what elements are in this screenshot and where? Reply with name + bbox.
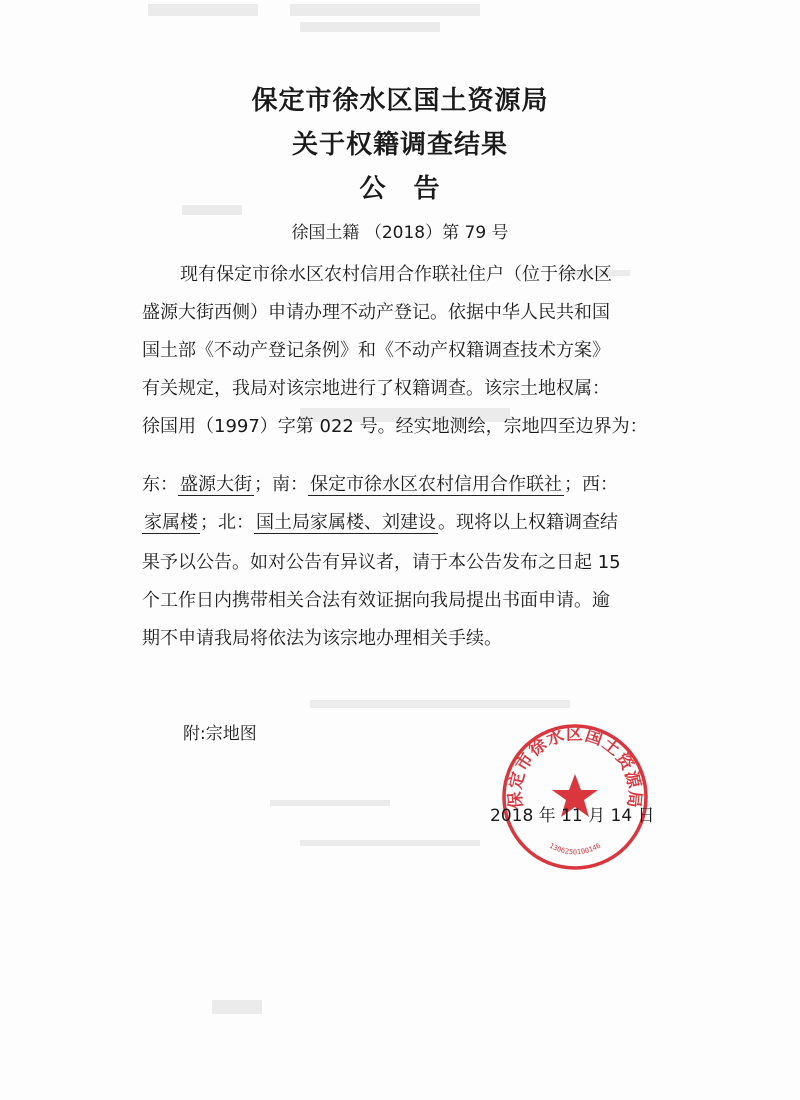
signing-date: 2018 年 11 月 14 日 xyxy=(490,806,655,826)
page-title-line3: 公 告 xyxy=(359,174,441,204)
body-line-2: 盛源大街西侧）申请办理不动产登记。依据中华人民共和国 xyxy=(142,302,610,323)
attachment-note: 附:宗地图 xyxy=(183,724,257,744)
body-line-4: 有关规定，我局对该宗地进行了权籍调查。该宗土地权属： xyxy=(142,378,610,399)
page-title-line1: 保定市徐水区国土资源局 xyxy=(251,86,549,116)
west-boundary-value: 家属楼 xyxy=(144,512,198,533)
north-label: ；北： xyxy=(200,512,254,533)
body-line-3: 国土部《不动产登记条例》和《不动产权籍调查技术方案》 xyxy=(142,340,610,361)
body-line-7-tail: 。现将以上权籍调查结 xyxy=(438,512,618,533)
page-title-line2: 关于权籍调查结果 xyxy=(291,130,508,160)
body-line-6 xyxy=(142,470,702,496)
body-line-1: 现有保定市徐水区农村信用合作联社住户（位于徐水区 xyxy=(180,264,612,285)
official-seal xyxy=(500,722,650,872)
document-number: 徐国土籍 （2018）第 79 号 xyxy=(291,223,509,243)
south-label: ；南： xyxy=(254,474,308,495)
seal-text: 保定市徐水区国土资源局 xyxy=(505,724,645,810)
body-line-7 xyxy=(142,508,702,534)
north-boundary-value: 国土局家属楼、刘建设 xyxy=(256,512,436,533)
seal-number: 1306250100146 xyxy=(547,841,603,857)
body-line-9: 个工作日内携带相关合法有效证据向我局提出书面申请。逾 xyxy=(142,590,610,611)
south-boundary-value: 保定市徐水区农村信用合作联社 xyxy=(310,474,562,495)
body-line-10: 期不申请我局将依法为该宗地办理相关手续。 xyxy=(142,628,502,649)
body-line-8: 果予以公告。如对公告有异议者，请于本公告发布之日起 15 xyxy=(142,552,621,573)
body-line-5: 徐国用（1997）字第 022 号。经实地测绘，宗地四至边界为： xyxy=(142,416,648,437)
svg-text:1306250100146 xyxy=(548,842,602,857)
east-label: 东： xyxy=(142,474,178,495)
east-boundary-value: 盛源大街 xyxy=(180,474,252,495)
west-label: ；西： xyxy=(564,474,618,495)
